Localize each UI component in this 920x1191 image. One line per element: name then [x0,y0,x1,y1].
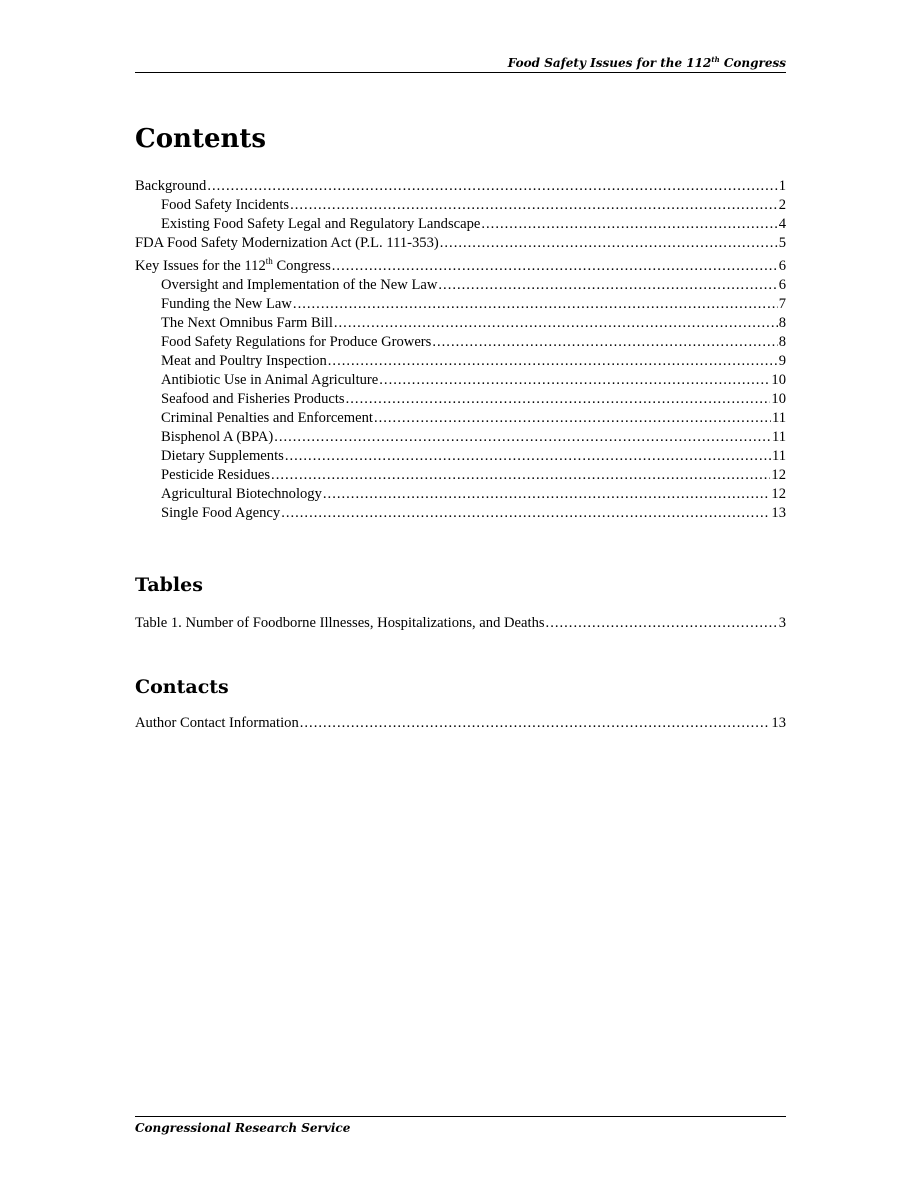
toc-entry-page: 8 [778,315,786,331]
tables-heading: Tables [135,574,203,596]
toc-dot-leader [546,614,778,633]
toc-entry[interactable] [135,428,786,447]
running-header-suffix: Congress [719,56,786,70]
toc-entry-page: 13 [771,505,786,521]
toc-entry[interactable] [135,234,786,253]
toc-entry-page: 11 [771,429,786,445]
toc-dot-leader [334,314,778,333]
toc-entry[interactable] [135,466,786,485]
toc-dot-leader [481,215,777,234]
toc-dot-leader [281,504,770,523]
toc-dot-leader [374,409,771,428]
toc-dot-leader [438,276,777,295]
toc-entry-title: Background [135,178,207,194]
toc-dot-leader [432,333,777,352]
toc-entry[interactable] [135,276,786,295]
toc-entry-page: 10 [771,372,786,388]
toc-entry-title: Author Contact Information [135,715,299,731]
toc-entry-title: Table 1. Number of Foodborne Illnesses, Hospitalizations, and Deaths [135,615,545,631]
toc-entry-page: 12 [771,486,786,502]
toc-entry-title: Agricultural Biotechnology [161,486,322,502]
toc-entry-page: 6 [778,258,786,274]
toc-entry[interactable] [135,196,786,215]
toc-entry-page: 10 [771,391,786,407]
toc-entry[interactable] [135,390,786,409]
toc-dot-leader [328,352,778,371]
toc-entry-page: 3 [778,615,786,631]
toc-entry-title: Meat and Poultry Inspection [161,353,327,369]
toc-dot-leader [207,177,777,196]
toc-entry[interactable] [135,215,786,234]
toc-entry-title: Oversight and Implementation of the New Law [161,277,438,293]
toc-entry-page: 1 [778,178,786,194]
toc-entry-page: 13 [771,715,786,731]
contents-heading: Contents [135,124,267,154]
running-header [135,56,786,73]
toc-dot-leader [274,428,771,447]
toc-entry-title: Single Food Agency [161,505,281,521]
toc-entry-page: 8 [778,334,786,350]
toc-dot-leader [300,714,771,733]
toc-contents-list [135,177,786,523]
toc-dot-leader [285,447,771,466]
toc-entry-title-suffix: Congress [272,258,331,274]
toc-entry[interactable] [135,257,786,276]
toc-entry-page: 4 [778,216,786,232]
toc-dot-leader [440,234,778,253]
toc-entry-page: 12 [771,467,786,483]
toc-entry[interactable] [135,371,786,390]
toc-entry-page: 9 [778,353,786,369]
toc-entry-title: Existing Food Safety Legal and Regulatory Landscape [161,216,481,232]
toc-entry-title-prefix: Key Issues for the 112 [135,258,266,274]
toc-dot-leader [346,390,771,409]
running-header-sup: th [711,55,720,64]
toc-entry[interactable] [135,714,786,733]
toc-entry-title: Seafood and Fisheries Products [161,391,345,407]
toc-entry-title: Antibiotic Use in Animal Agriculture [161,372,379,388]
toc-entry-page: 6 [778,277,786,293]
toc-entry-page: 5 [778,235,786,251]
toc-entry[interactable] [135,614,786,633]
toc-entry[interactable] [135,295,786,314]
toc-entry[interactable] [135,447,786,466]
toc-entry[interactable] [135,177,786,196]
toc-entry-page: 2 [778,197,786,213]
toc-tables-list [135,614,786,633]
toc-entry[interactable] [135,314,786,333]
toc-entry-title: Criminal Penalties and Enforcement [161,410,373,426]
toc-entry[interactable] [135,409,786,428]
running-footer: Congressional Research Service [135,1116,786,1135]
toc-dot-leader [379,371,770,390]
toc-entry[interactable] [135,504,786,523]
toc-dot-leader [323,485,771,504]
toc-entry-title: Bisphenol A (BPA) [161,429,274,445]
running-header-prefix: Food Safety Issues for the 112 [507,56,712,70]
toc-entry-title: The Next Omnibus Farm Bill [161,315,333,331]
toc-entry-title: Pesticide Residues [161,467,271,483]
toc-entry-title-sup: th [265,256,273,267]
toc-entry[interactable] [135,333,786,352]
toc-dot-leader [271,466,770,485]
toc-entry-title: Dietary Supplements [161,448,284,464]
toc-entry-title [135,257,331,276]
toc-entry[interactable] [135,485,786,504]
toc-entry-page: 11 [771,410,786,426]
toc-entry-title: Food Safety Regulations for Produce Growers [161,334,432,350]
toc-entry-page: 7 [778,296,786,312]
toc-entry[interactable] [135,352,786,371]
toc-entry-title: FDA Food Safety Modernization Act (P.L. 111-353) [135,235,439,251]
toc-entry-title: Funding the New Law [161,296,292,312]
contacts-heading: Contacts [135,676,229,698]
toc-contacts-list [135,714,786,733]
toc-entry-page: 11 [771,448,786,464]
toc-dot-leader [293,295,778,314]
toc-entry-title: Food Safety Incidents [161,197,290,213]
toc-dot-leader [290,196,778,215]
toc-dot-leader [332,257,778,276]
document-page [135,0,786,1191]
